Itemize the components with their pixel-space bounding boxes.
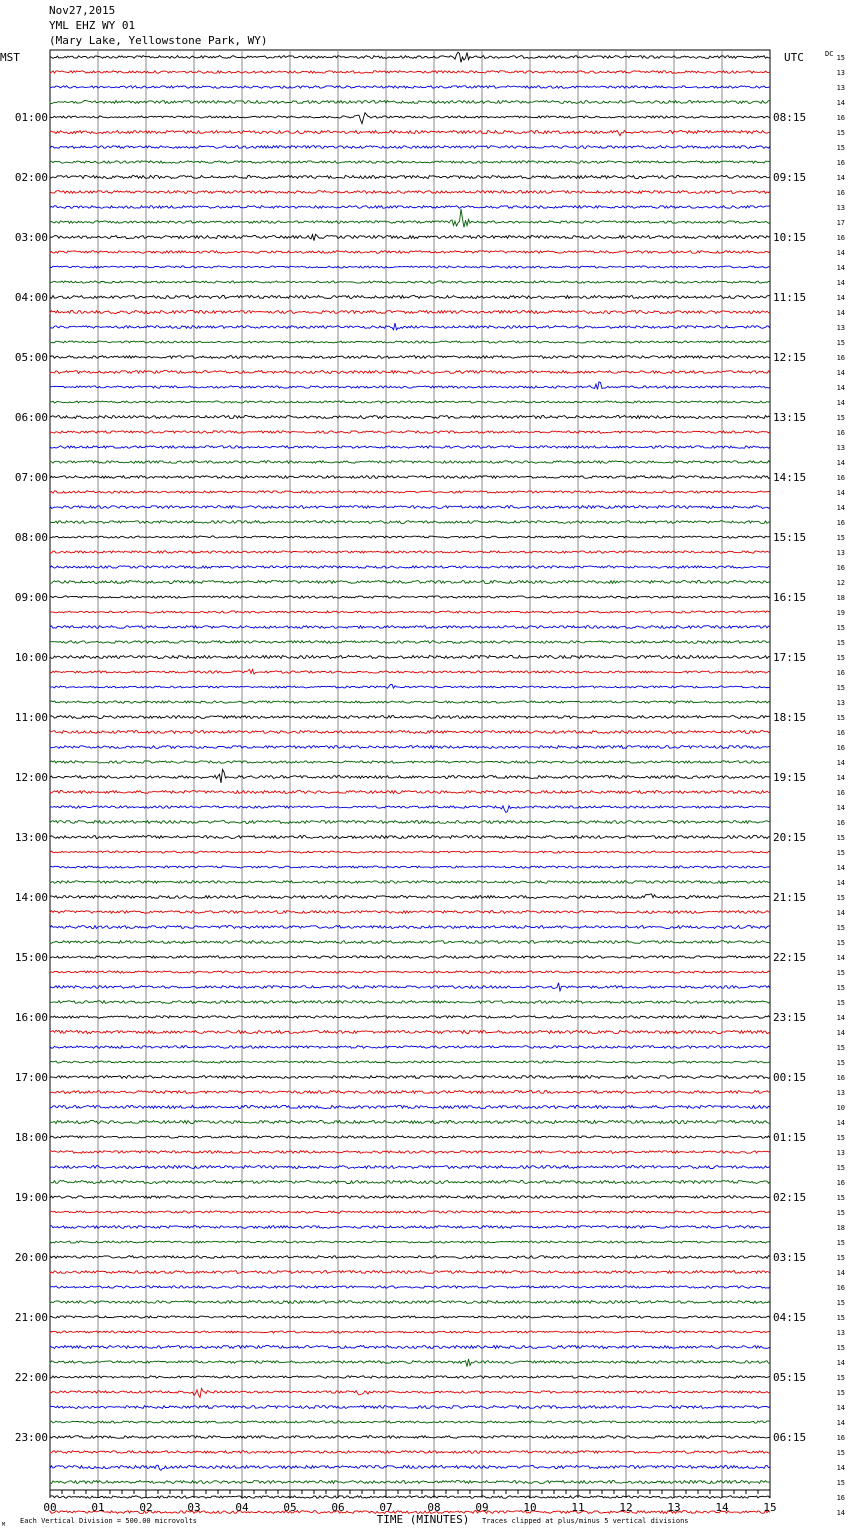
dc-offset-value: 15 (836, 1389, 845, 1397)
dc-offset-value: 16 (836, 1284, 845, 1292)
dc-offset-value: 16 (836, 234, 845, 242)
seismic-trace (50, 836, 770, 839)
seismic-trace (50, 881, 770, 884)
dc-offset-value: 14 (836, 279, 845, 287)
left-hour-label: 07:00 (14, 471, 48, 484)
dc-offset-value: 15 (836, 129, 845, 137)
seismic-trace (50, 1465, 770, 1470)
x-tick-label: 08 (427, 1501, 441, 1514)
seismic-trace (50, 431, 770, 433)
dc-offset-value: 14 (836, 369, 845, 377)
seismic-trace (50, 926, 770, 929)
left-hour-label: 08:00 (14, 531, 48, 544)
dc-offset-value: 14 (836, 1509, 845, 1517)
seismic-trace (50, 971, 770, 973)
right-timezone-label: UTC (784, 51, 804, 64)
dc-offset-value: 15 (836, 969, 845, 977)
seismic-trace (50, 866, 770, 868)
dc-offset-value: 15 (836, 1209, 845, 1217)
dc-offset-value: 15 (836, 684, 845, 692)
seismic-trace (50, 641, 770, 644)
dc-offset-value: 14 (836, 384, 845, 392)
seismic-trace (50, 1346, 770, 1349)
left-hour-label: 03:00 (14, 231, 48, 244)
left-hour-label: 12:00 (14, 771, 48, 784)
seismic-trace (50, 894, 770, 898)
left-hour-label: 17:00 (14, 1071, 48, 1084)
seismic-trace (50, 356, 770, 359)
dc-offset-value: 17 (836, 219, 845, 227)
seismic-trace (50, 551, 770, 553)
left-hour-label: 01:00 (14, 111, 48, 124)
dc-offset-value: 14 (836, 1029, 845, 1037)
seismic-trace (50, 191, 770, 194)
seismic-trace (50, 161, 770, 163)
dc-offset-value: 13 (836, 549, 845, 557)
dc-offset-value: 16 (836, 474, 845, 482)
dc-offset-value: 16 (836, 159, 845, 167)
right-hour-label: 17:15 (773, 651, 807, 664)
dc-offset-value: 14 (836, 954, 845, 962)
left-hour-label: 21:00 (14, 1311, 48, 1324)
x-tick-label: 03 (187, 1501, 201, 1514)
dc-offset-value: 16 (836, 189, 845, 197)
seismic-trace (50, 911, 770, 914)
seismic-trace (50, 1331, 770, 1333)
dc-offset-value: 15 (836, 639, 845, 647)
x-tick-label: 05 (283, 1501, 297, 1514)
seismic-trace (50, 670, 770, 675)
left-hour-label: 10:00 (14, 651, 48, 664)
seismic-trace (50, 209, 770, 227)
seismic-trace (50, 371, 770, 374)
left-hour-label: 19:00 (14, 1191, 48, 1204)
record-date: Nov27,2015 (49, 4, 116, 17)
seismic-trace (50, 446, 770, 448)
dc-offset-value: 15 (836, 534, 845, 542)
dc-offset-value: 14 (836, 489, 845, 497)
dc-offset-value: 14 (836, 399, 845, 407)
dc-offset-value: 13 (836, 69, 845, 77)
dc-offset-value: 16 (836, 789, 845, 797)
dc-offset-value: 15 (836, 999, 845, 1007)
right-hour-label: 02:15 (773, 1191, 807, 1204)
footer-division-note: Each Vertical Division = 500.00 microvolts (20, 1517, 198, 1525)
dc-offset-value: 16 (836, 1434, 845, 1442)
x-tick-label: 04 (235, 1501, 249, 1514)
seismic-trace (50, 506, 770, 509)
dc-offset-value: 14 (836, 309, 845, 317)
right-hour-label: 22:15 (773, 951, 807, 964)
dc-offset-value: 12 (836, 579, 845, 587)
dc-offset-value: 13 (836, 1089, 845, 1097)
seismic-trace (50, 1451, 770, 1454)
seismic-trace (50, 684, 770, 688)
dc-offset-value: 15 (836, 1254, 845, 1262)
seismic-trace (50, 596, 770, 598)
dc-offset-value: 14 (836, 174, 845, 182)
dc-offset-value: 15 (836, 714, 845, 722)
seismic-trace (50, 1496, 770, 1499)
seismic-trace (50, 941, 770, 944)
dc-offset-value: 15 (836, 849, 845, 857)
right-hour-label: 15:15 (773, 531, 807, 544)
seismic-trace (50, 113, 770, 124)
seismic-trace (50, 234, 770, 240)
right-hour-label: 09:15 (773, 171, 807, 184)
right-hour-label: 21:15 (773, 891, 807, 904)
dc-offset-value: 16 (836, 819, 845, 827)
right-hour-label: 12:15 (773, 351, 807, 364)
seismic-trace (50, 1436, 770, 1439)
seismic-trace (50, 1091, 770, 1094)
station-location: (Mary Lake, Yellowstone Park, WY) (49, 34, 268, 47)
seismic-trace (50, 266, 770, 268)
seismic-trace (50, 71, 770, 74)
left-hour-label: 02:00 (14, 171, 48, 184)
dc-offset-value: 14 (836, 1419, 845, 1427)
right-hour-label: 23:15 (773, 1011, 807, 1024)
seismic-trace (50, 956, 770, 958)
dc-offset-value: 14 (836, 1269, 845, 1277)
left-hour-label: 06:00 (14, 411, 48, 424)
dc-offset-value: 14 (836, 264, 845, 272)
seismic-trace (50, 52, 770, 62)
dc-offset-value: 15 (836, 414, 845, 422)
dc-offset-value: 16 (836, 1179, 845, 1187)
dc-offset-value: 14 (836, 804, 845, 812)
dc-offset-value: 14 (836, 879, 845, 887)
right-hour-label: 04:15 (773, 1311, 807, 1324)
seismic-trace (50, 1256, 770, 1259)
x-tick-label: 01 (91, 1501, 105, 1514)
right-hour-label: 08:15 (773, 111, 807, 124)
left-hour-label: 22:00 (14, 1371, 48, 1384)
seismic-trace (50, 1166, 770, 1169)
left-hour-label: 18:00 (14, 1131, 48, 1144)
seismic-trace (50, 1226, 770, 1229)
x-axis-label: TIME (MINUTES) (376, 1513, 470, 1526)
right-hour-label: 16:15 (773, 591, 807, 604)
dc-offset-value: 15 (836, 54, 845, 62)
dc-offset-value: 14 (836, 864, 845, 872)
seismic-trace (50, 296, 770, 299)
seismic-trace (50, 476, 770, 479)
seismic-trace (50, 1316, 770, 1318)
seismic-trace (50, 1076, 770, 1079)
left-hour-label: 11:00 (14, 711, 48, 724)
dc-offset-value: 16 (836, 519, 845, 527)
dc-offset-value: 15 (836, 624, 845, 632)
seismic-trace (50, 86, 770, 88)
dc-offset-value: 14 (836, 1404, 845, 1412)
dc-offset-value: 13 (836, 444, 845, 452)
dc-offset-value: 16 (836, 669, 845, 677)
dc-offset-value: 13 (836, 204, 845, 212)
dc-offset-value: 13 (836, 84, 845, 92)
dc-offset-value: 15 (836, 654, 845, 662)
seismic-trace (50, 130, 770, 135)
seismic-trace (50, 806, 770, 813)
dc-offset-value: 14 (836, 459, 845, 467)
seismic-trace (50, 626, 770, 629)
dc-offset-value: 16 (836, 1494, 845, 1502)
dc-offset-value: 15 (836, 894, 845, 902)
seismic-trace (50, 1120, 770, 1123)
seismic-trace (50, 761, 770, 763)
dc-offset-value: 14 (836, 759, 845, 767)
seismic-trace (50, 206, 770, 209)
seismic-trace (50, 566, 770, 568)
dc-offset-value: 14 (836, 1014, 845, 1022)
x-tick-label: 00 (43, 1501, 57, 1514)
seismic-trace (50, 521, 770, 524)
left-timezone-label: MST (0, 51, 20, 64)
dc-offset-value: 15 (836, 1134, 845, 1142)
seismic-trace (50, 1388, 770, 1397)
plot-frame (50, 50, 770, 1490)
seismic-trace (50, 716, 770, 719)
dc-offset-value: 10 (836, 1104, 845, 1112)
seismic-trace (50, 1241, 770, 1243)
dc-offset-value: 14 (836, 1464, 845, 1472)
seismic-trace (50, 1271, 770, 1274)
left-hour-label: 16:00 (14, 1011, 48, 1024)
seismic-trace (50, 1406, 770, 1409)
x-tick-label: 12 (619, 1501, 633, 1514)
seismic-trace (50, 536, 770, 538)
left-hour-label: 05:00 (14, 351, 48, 364)
right-hour-label: 19:15 (773, 771, 807, 784)
seismic-trace (50, 731, 770, 734)
seismic-trace (50, 581, 770, 584)
seismic-trace (50, 323, 770, 330)
dc-offset-value: 14 (836, 99, 845, 107)
seismic-trace (50, 1106, 770, 1109)
dc-offset-value: 15 (836, 1479, 845, 1487)
seismic-trace (50, 176, 770, 179)
seismic-trace (50, 1286, 770, 1288)
dc-offset-value: 15 (836, 924, 845, 932)
seismic-trace (50, 701, 770, 703)
left-hour-label: 23:00 (14, 1431, 48, 1444)
dc-offset-value: 16 (836, 564, 845, 572)
left-hour-label: 09:00 (14, 591, 48, 604)
corner-mark: M (2, 1522, 6, 1528)
dc-offset-value: 14 (836, 774, 845, 782)
dc-offset-value: 13 (836, 324, 845, 332)
seismic-trace (50, 416, 770, 419)
dc-offset-value: 14 (836, 249, 845, 257)
dc-offset-value: 15 (836, 1239, 845, 1247)
seismic-trace (50, 382, 770, 390)
seismic-trace (50, 1359, 770, 1367)
dc-offset-value: 15 (836, 339, 845, 347)
dc-offset-value: 16 (836, 114, 845, 122)
seismic-trace (50, 1151, 770, 1154)
seismic-trace (50, 1421, 770, 1423)
footer-clip-note: Traces clipped at plus/minus 5 vertical divisions (482, 1517, 689, 1525)
seismic-trace (50, 1136, 770, 1138)
right-hour-label: 13:15 (773, 411, 807, 424)
dc-offset-value: 15 (836, 144, 845, 152)
dc-offset-value: 13 (836, 699, 845, 707)
dc-offset-value: 15 (836, 1194, 845, 1202)
dc-offset-value: 16 (836, 1074, 845, 1082)
left-hour-label: 20:00 (14, 1251, 48, 1264)
right-hour-label: 18:15 (773, 711, 807, 724)
seismic-trace (50, 101, 770, 104)
dc-offset-value: 14 (836, 1359, 845, 1367)
dc-offset-value: 15 (836, 939, 845, 947)
dc-offset-value: 14 (836, 294, 845, 302)
dc-offset-value: 15 (836, 984, 845, 992)
dc-offset-value: 15 (836, 1164, 845, 1172)
seismic-trace (50, 656, 770, 659)
right-hour-label: 14:15 (773, 471, 807, 484)
seismic-trace (50, 1481, 770, 1484)
right-hour-label: 20:15 (773, 831, 807, 844)
seismic-trace (50, 1046, 770, 1049)
dc-offset-value: 13 (836, 1149, 845, 1157)
right-hour-label: 03:15 (773, 1251, 807, 1264)
dc-offset-value: 16 (836, 354, 845, 362)
seismic-trace (50, 1196, 770, 1199)
dc-offset-value: 16 (836, 744, 845, 752)
right-hour-label: 06:15 (773, 1431, 807, 1444)
dc-offset-value: 14 (836, 909, 845, 917)
right-hour-label: 01:15 (773, 1131, 807, 1144)
x-tick-label: 06 (331, 1501, 345, 1514)
x-tick-label: 02 (139, 1501, 153, 1514)
seismic-trace (50, 491, 770, 493)
seismic-trace (50, 281, 770, 283)
x-tick-label: 15 (763, 1501, 777, 1514)
dc-label: DC (825, 50, 834, 58)
dc-offset-value: 14 (836, 1119, 845, 1127)
dc-offset-value: 19 (836, 609, 845, 617)
dc-offset-value: 15 (836, 1374, 845, 1382)
seismic-trace (50, 1030, 770, 1033)
seismic-trace (50, 746, 770, 749)
seismic-trace (50, 341, 770, 343)
seismic-trace (50, 1181, 770, 1184)
left-hour-label: 13:00 (14, 831, 48, 844)
seismic-trace (50, 791, 770, 794)
right-hour-label: 10:15 (773, 231, 807, 244)
seismic-trace (50, 821, 770, 824)
dc-offset-value: 13 (836, 1329, 845, 1337)
seismic-trace (50, 1061, 770, 1063)
seismic-trace (50, 311, 770, 314)
dc-offset-value: 15 (836, 1449, 845, 1457)
seismic-trace (50, 1376, 770, 1378)
seismic-trace (50, 251, 770, 254)
station-code: YML EHZ WY 01 (49, 19, 136, 32)
dc-offset-value: 15 (836, 1299, 845, 1307)
dc-offset-value: 16 (836, 429, 845, 437)
left-hour-label: 15:00 (14, 951, 48, 964)
seismic-trace (50, 401, 770, 403)
seismic-trace (50, 1301, 770, 1304)
dc-offset-value: 16 (836, 729, 845, 737)
dc-offset-value: 15 (836, 1059, 845, 1067)
right-hour-label: 00:15 (773, 1071, 807, 1084)
seismic-trace (50, 1001, 770, 1004)
x-tick-label: 10 (523, 1501, 537, 1514)
dc-offset-value: 15 (836, 1344, 845, 1352)
seismic-trace (50, 769, 770, 783)
left-hour-label: 14:00 (14, 891, 48, 904)
seismic-trace (50, 1016, 770, 1019)
right-hour-label: 11:15 (773, 291, 807, 304)
x-tick-label: 11 (571, 1501, 585, 1514)
seismic-trace (50, 851, 770, 853)
dc-offset-value: 15 (836, 1044, 845, 1052)
seismic-trace (50, 461, 770, 464)
seismic-trace (50, 1211, 770, 1213)
seismic-trace (50, 146, 770, 149)
x-tick-label: 07 (379, 1501, 393, 1514)
seismic-trace (50, 611, 770, 613)
seismic-trace (50, 983, 770, 991)
x-tick-label: 14 (715, 1501, 729, 1514)
left-hour-label: 04:00 (14, 291, 48, 304)
dc-offset-value: 15 (836, 1314, 845, 1322)
x-tick-label: 09 (475, 1501, 489, 1514)
right-hour-label: 05:15 (773, 1371, 807, 1384)
dc-offset-value: 18 (836, 594, 845, 602)
dc-offset-value: 18 (836, 1224, 845, 1232)
dc-offset-value: 15 (836, 834, 845, 842)
dc-offset-value: 14 (836, 504, 845, 512)
x-tick-label: 13 (667, 1501, 681, 1514)
